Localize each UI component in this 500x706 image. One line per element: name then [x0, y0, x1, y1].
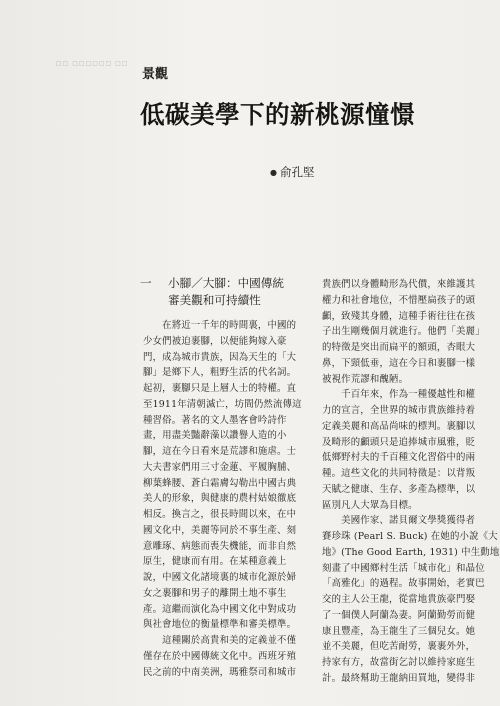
left-column: [143, 318, 308, 680]
section-heading: [140, 275, 320, 309]
right-column: [322, 277, 500, 687]
text-line: 貴族們以身體畸形為代價，來維護其: [322, 279, 476, 290]
text-line: 國文化中，美麗等同於不事生產、刻: [143, 524, 297, 536]
text-line: 天賦之健康、生存、多產為標準，以: [322, 483, 476, 495]
text-line: 美國作家、諾貝爾文學獎獲得者: [322, 515, 476, 527]
text-line: 至1911年清朝滅亡，坊間仍然流傳這: [143, 398, 302, 410]
text-line: 腳，這在今日看來是荒謬和施虐。士: [143, 446, 297, 457]
section-heading-line: 審美觀和可持續性: [168, 293, 261, 307]
text-line: 持家有方，故當街乞討以維持家庭生: [322, 657, 476, 668]
text-line: 康且豐產，為王龍生了三個兒女。她: [322, 625, 476, 637]
text-line: 的特徵是突出而扁平的額頭，杏眼大: [322, 342, 476, 353]
text-line: 腳」是鄉下人，粗野生活的代名詞。: [143, 367, 297, 379]
text-line: 在將近一千年的時間裏，中國的: [143, 320, 297, 331]
text-line: 交的主人公王龍，從當地貴族豪門娶: [322, 594, 476, 605]
text-line: 定義美麗和高品尚味的標判。裹腳以: [322, 420, 476, 432]
text-line: 民之前的中南美洲，瑪雅祭司和城市: [143, 666, 297, 678]
text-line: 權力和社會地位，不惜壓扁孩子的頭: [322, 294, 476, 306]
text-line: 種。這些文化的共同特徵是：以背叛: [322, 468, 476, 479]
text-line: 意雕琢、病態而喪失機能，而非自然: [143, 540, 297, 552]
text-line: 了一個僕人阿蘭為妻。阿蘭勤勞而健: [322, 609, 476, 621]
text-line: 原生，健康而有用。在某種意義上: [143, 556, 287, 568]
text-line: 地》(The Good Earth, 1931) 中生動地: [322, 546, 500, 558]
author-name: 俞孔堅: [279, 165, 315, 179]
text-line: 力的宣言，全世界的城市貴族維持着: [322, 405, 476, 416]
text-line: 被視作荒謬和醜陋。: [322, 373, 409, 385]
text-line: 相反。換言之，很長時間以來，在中: [143, 509, 297, 520]
text-line: 鼻，下頸低垂，這在今日和裹腳一樣: [322, 357, 476, 369]
text-line: 門，成為城市貴族，因為天生的「大: [143, 351, 297, 363]
text-line: 刻畫了中國鄉村生活「城市化」和晶位: [322, 562, 485, 574]
text-line: 僅存在於中國傳統文化中。西班牙殖: [143, 650, 297, 662]
text-line: 柳葉蜂腰、蒼白霜膚勾勒出中國古典: [143, 477, 297, 489]
text-line: 「高雅化」的過程。故事開始，老實巴: [322, 578, 485, 590]
text-line: 起初，裹腳只是上層人士的特權。直: [143, 383, 297, 394]
text-line: 這種關於高貴和美的定義並不僅: [143, 635, 297, 646]
text-line: 低鄉野村夫的千百種文化習俗中的兩: [322, 452, 476, 464]
text-line: 說，中國文化諸境裏的城市化源於婦: [143, 572, 297, 583]
text-line: 顱，致殘其身體，這種手術往往在孩: [322, 310, 476, 322]
text-line: 與社會地位的衡量標準和審美標準。: [143, 619, 297, 631]
text-line: 區別凡人大眾為目標。: [322, 499, 418, 511]
author-byline: [270, 164, 314, 180]
text-line: 計。最終幫助王龍納田買地，變得非: [322, 672, 476, 684]
text-line: 女之裹腳和男子的離開土地不事生: [143, 587, 287, 599]
text-line: 種習俗。著名的文人墨客會吟詩作: [143, 414, 287, 426]
bullet-icon: ●: [270, 168, 277, 177]
section-number: 一: [140, 276, 152, 290]
text-line: 及畸形的顱頭只是追捧城市風雅，貶: [322, 436, 476, 448]
section-label: 景觀: [142, 67, 169, 82]
text-line: 畫，用盡美豔辭藻以讚譽人造的小: [143, 430, 287, 442]
text-line: 產。這繼而演化為中國文化中對成功: [143, 603, 297, 615]
article-title: 低碳美學下的新桃源憧憬: [140, 100, 415, 129]
section-heading-line: 小腳／大腳：中國傳統: [168, 276, 284, 290]
text-line: 美人的形象，與健康的農村姑娘徹底: [143, 493, 297, 505]
faint-header-text: □□ □□□□□□ □□: [56, 60, 129, 67]
text-line: 少女們被迫裹腳，以便能夠嫁入豪: [143, 335, 287, 347]
text-line: 千百年來，作為一種優越性和權: [322, 389, 476, 401]
text-line: 子出生剛幾個月就進行。他們「美麗」: [322, 326, 485, 338]
text-line: 並不美麗，但吃苦耐勞，裹裹外外，: [322, 641, 476, 653]
text-line: 大夫書家們用三寸金蓮、平履胸脯、: [143, 461, 297, 473]
text-line: 賽珍珠 (Pearl S. Buck) 在她的小說《大: [322, 531, 498, 542]
